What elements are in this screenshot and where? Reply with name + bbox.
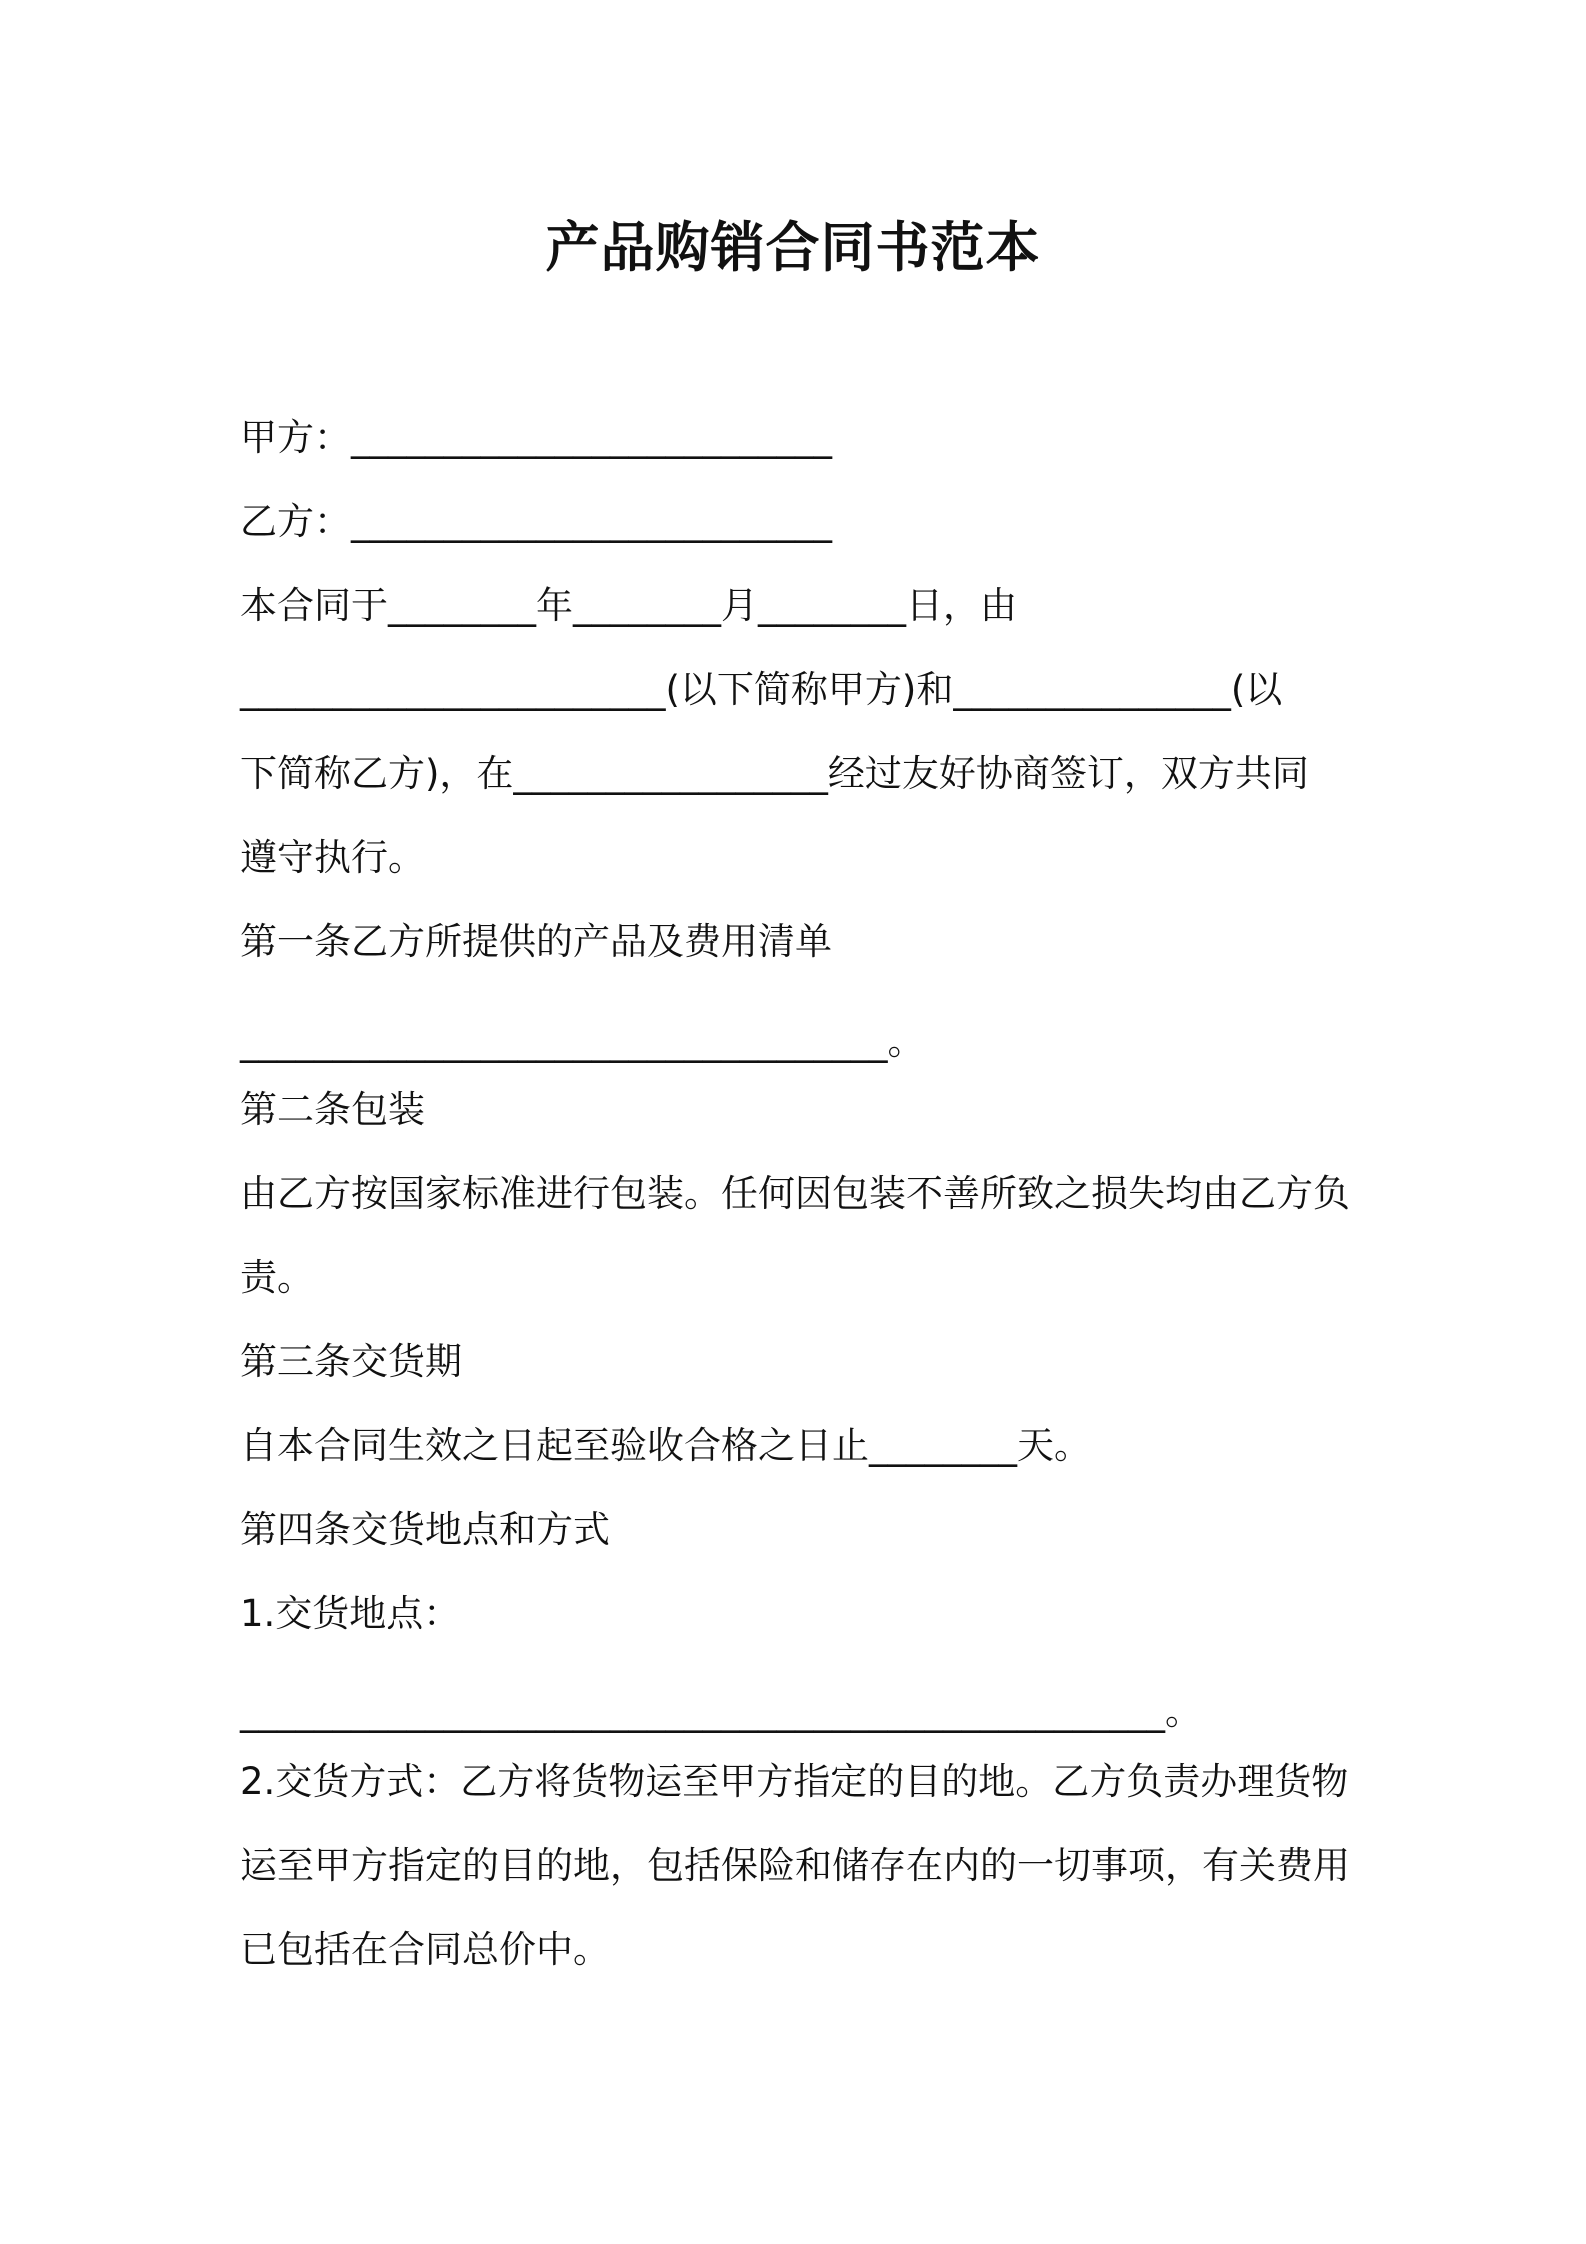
delivery-method-text-end: 已包括在合同总价中。 [240,1928,610,1971]
article-2-text: 由乙方按国家标准进行包装。任何因包装不善所致之损失均由乙方负 [240,1172,1350,1215]
delivery-place-label: 1.交货地点： [240,1592,461,1635]
article-1-blank: ___________________________________。 [240,1020,925,1063]
delivery-method-text-cont: 运至甲方指定的目的地，包括保险和储存在内的一切事项，有关费用 [240,1844,1350,1887]
article-3-heading: 第三条交货期 [240,1340,462,1383]
party-b-line: 乙方：__________________________ [240,500,832,543]
article-3-text: 自本合同生效之日起至验收合格之日止________天。 [240,1424,1091,1467]
contract-compliance-line: 遵守执行。 [240,836,425,879]
contract-location-line: 下简称乙方)，在_________________经过友好协商签订，双方共同 [240,752,1309,795]
party-a-line: 甲方：__________________________ [240,416,832,459]
article-4-heading: 第四条交货地点和方式 [240,1508,610,1551]
delivery-place-blank: __________________________________________________。 [240,1690,1202,1733]
article-2-text-cont: 责。 [240,1256,314,1299]
contract-date-line: 本合同于________年________月________日，由 [240,584,1017,627]
document-title: 产品购销合同书范本 [545,216,1041,279]
article-2-heading: 第二条包装 [240,1088,425,1131]
delivery-method-text: 2.交货方式：乙方将货物运至甲方指定的目的地。乙方负责办理货物 [240,1760,1349,1803]
article-1-heading: 第一条乙方所提供的产品及费用清单 [240,920,832,963]
contract-parties-line: _______________________(以下简称甲方)和_______________(以 [240,668,1283,711]
